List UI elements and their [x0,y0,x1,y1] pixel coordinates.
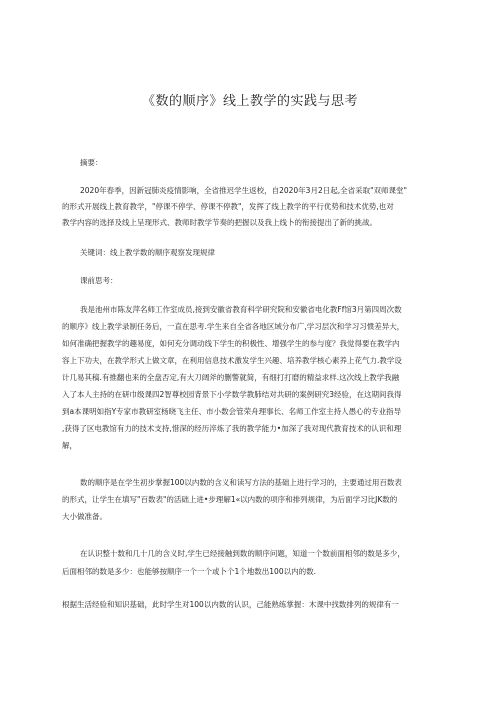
abstract-label: 摘要： [80,158,103,167]
paragraph-line: 到a本课明如指Y专家市教研室杨晓飞主任、市小数会管荣舟理事长、名师工作室主持人愚心的专业指导 [62,407,402,416]
paragraph-line: 计几易其稿.有推翻也来的全盘否定,有大刀阔斧的删警就简，有细打打磨的精益求样.这次线上教学我融 [62,373,400,382]
paragraph-line: 教学内容的选择及线上呈现形式、教师时教学节奏的把握以及我上线卜的衔接提出了新的挑战。 [62,218,377,227]
paragraph-line: 如何准确把握教学的趣易度，如何充分调动线下学生的积极性、增强学生的参与度？我觉得要在教学内 [62,339,400,348]
paragraph-line: 根据生活经验和知识基础，此时学生对100以内数的认识，己能熟练掌握：木课中找数排列的规律有一 [62,600,399,609]
paragraph-line: 的顺序》线上教学录制任务后，一直在思考.学生来自全省各地区域分布广,学习层次和学习习惯差异大， [62,322,405,331]
paragraph-line: 的形式，让学生在填写"百数表"的活础上进•步理解1«以内数的项序和排列规律，为后面学习比JK数的 [62,495,398,504]
paragraph-line: 2020年春季，因新冠肺炎疫情影响，全省推迟学生返校，自2020年3月2日起,全省采取"双师课堂" [80,186,407,195]
paragraph-line: 的形式开展线上教育教学，"停课不停学、停课不停教"，发挥了线上教学的平行优势和技术优势,也对 [62,202,394,211]
paragraph-line: ,获得了区电教馆有力的技术支持,惜深的经历淬炼了我的教学能力•加深了我对现代教育技术的认识和理 [62,424,402,433]
paragraph-line: 容上下功夫，在教学形式上做文章，在利用信息技术激发学生兴趣、培养教学核心素养上花气力.教学设 [62,356,402,365]
keywords: 关键词：线上教学数的顺序观察发现规律 [80,248,215,257]
paragraph-line: 后面相邻的数是多少：也能够按顺序一个一个或卜个1个地数出100以内的数. [62,567,316,576]
paragraph-line: 解， [62,441,77,450]
paragraph-line: 入了本人主持的在研巾级课四2智尊校园背景下小学数学教肺结对共研的案例研究3经验，在这期间我得 [62,390,402,399]
paragraph-line: 在认识整十数和几十几的含义时,学生已经接触到数的顺序问题，知道一个数前面相邻的数是多少， [80,549,405,558]
pre-class-label: 课前思考： [80,276,118,285]
paragraph-line: 数的顺序是在学生初步掌握100以内数的含义和读写方法的基础上进行学习的，主要通过用百数表 [80,478,402,487]
paragraph-line: 大小做准备。 [62,512,107,521]
paragraph-line: 我是池州市陈友萍名师工作室成员,接到安徽省教育科学研究院和安徽省电化教Ff馆3月第四周次数 [80,305,402,314]
document-title: 《数的顺序》线上教学的实践与思考 [141,94,358,109]
